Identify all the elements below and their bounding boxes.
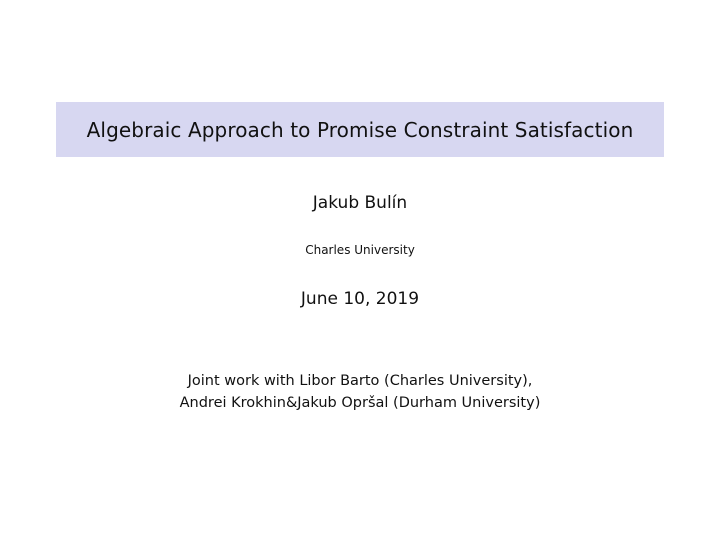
title-box — [56, 102, 664, 157]
collaboration-note-line-2: Andrei Krokhin&Jakub Opršal (Durham University) — [179, 395, 541, 411]
author-institute: Charles University — [305, 243, 415, 257]
slide-title: Algebraic Approach to Promise Constraint Satisfaction — [86, 117, 634, 142]
collaboration-note-line-1: Joint work with Libor Barto (Charles University), — [187, 373, 533, 389]
author-name: Jakub Bulín — [312, 193, 408, 213]
collaboration-note — [0, 370, 720, 414]
presentation-date: June 10, 2019 — [300, 289, 420, 309]
